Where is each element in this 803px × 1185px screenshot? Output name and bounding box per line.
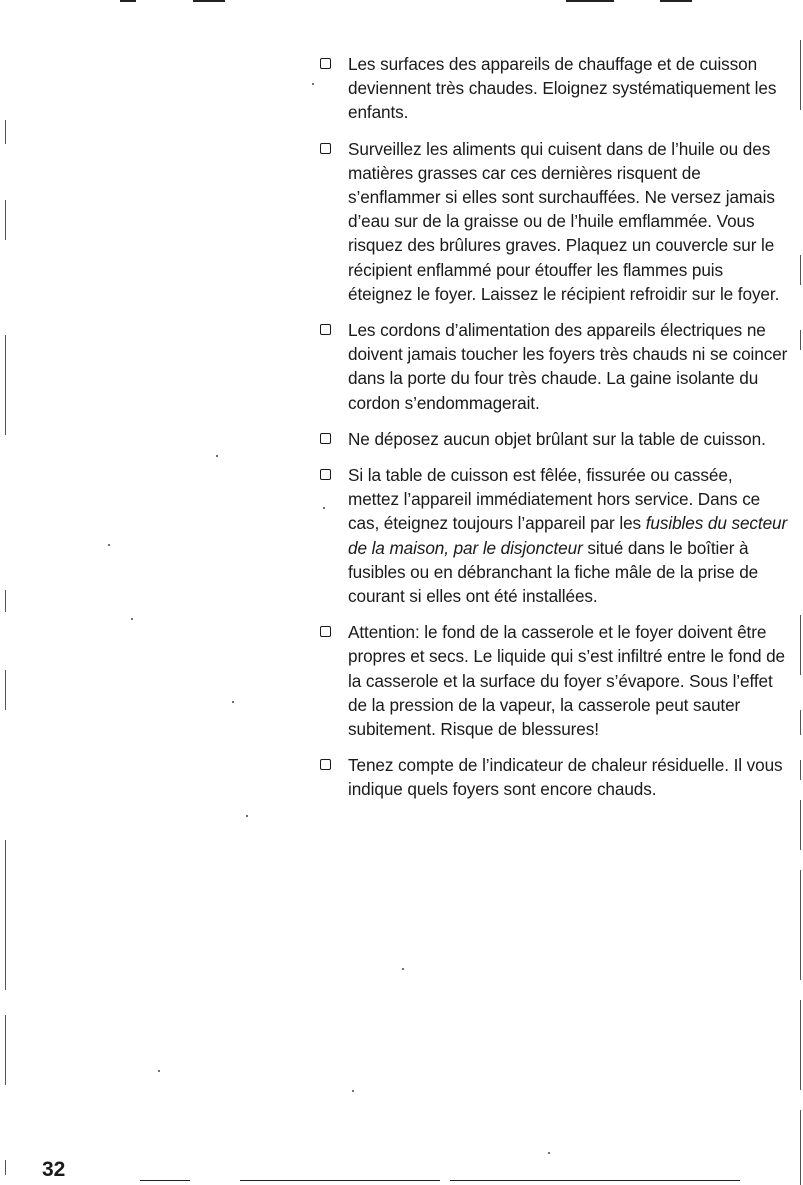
list-item: [320, 52, 790, 125]
edge-mark: [800, 710, 801, 735]
checkbox-bullet-icon: [320, 626, 331, 637]
checkbox-bullet-icon: [320, 469, 331, 480]
list-item: [320, 620, 790, 741]
checkbox-bullet-icon: [320, 143, 331, 154]
top-rule-2: [193, 0, 225, 2]
top-rule-1: [120, 0, 136, 2]
edge-mark: [800, 615, 801, 675]
speck: [131, 618, 133, 620]
edge-mark: [5, 1160, 6, 1175]
item-text-part: Si la table de cuisson est fêlée, fissurée ou cassée, mettez l’appareil immédiatement hors service. Dans ce cas, éteignez toujours l’appareil par les: [348, 465, 761, 534]
bottom-rule-2: [240, 1180, 440, 1181]
edge-mark: [800, 1000, 801, 1090]
edge-mark: [800, 255, 801, 285]
bottom-rule-1: [140, 1180, 190, 1181]
checkbox-bullet-icon: [320, 324, 331, 335]
edge-mark: [800, 800, 801, 850]
edge-mark: [5, 200, 6, 240]
speck: [246, 815, 248, 817]
speck: [232, 701, 234, 703]
item-text: Tenez compte de l’indicateur de chaleur résiduelle. Il vous indique quels foyers sont encore chauds.: [348, 755, 783, 800]
item-text: Les surfaces des appareils de chauffage et de cuisson deviennent très chaudes. Eloignez systématiquement les enfants.: [348, 54, 777, 123]
edge-mark: [800, 40, 801, 110]
speck: [352, 1090, 354, 1092]
speck: [216, 455, 218, 457]
speck: [402, 968, 404, 970]
speck: [312, 83, 314, 85]
edge-mark: [5, 590, 6, 612]
page-number: 32: [42, 1158, 66, 1181]
top-rule-3: [566, 0, 614, 2]
safety-instructions-list: [320, 52, 790, 814]
speck: [158, 1070, 160, 1072]
checkbox-bullet-icon: [320, 759, 331, 770]
list-item: [320, 463, 790, 608]
list-item: [320, 753, 790, 801]
edge-mark: [5, 120, 6, 144]
speck: [108, 544, 110, 546]
checkbox-bullet-icon: [320, 58, 331, 69]
item-text: Attention: le fond de la casserole et le foyer doivent être propres et secs. Le liquide qui s’est infiltré entre le fond de la casserole et la surface du foyer s’évapore. Sous l’effet de la pression de la vapeur, la casserole peut sauter subitement. Risque de blessures!: [348, 622, 786, 740]
item-text: Les cordons d’alimentation des appareils électriques ne doivent jamais toucher les foyers très chauds ni se coincer dans la porte du four très chaude. La gaine isolante du cordon s’endommagerait.: [348, 320, 788, 413]
edge-mark: [5, 670, 6, 710]
edge-mark: [5, 1015, 6, 1085]
item-text: Surveillez les aliments qui cuisent dans de l’huile ou des matières grasses car ces dernières risquent de s’enflammer si elles sont surchauffées. Ne versez jamais d’eau sur de la graisse ou de l’huile emflammée. Vous risquez des brûlures graves. Plaquez un couvercle sur le récipient enflammé pour étouffer les flammes puis éteignez le foyer. Laissez le récipient refroidir sur le foyer.: [348, 138, 780, 304]
edge-mark: [800, 1110, 801, 1185]
bottom-rule-3: [450, 1180, 740, 1181]
list-item: [320, 318, 790, 415]
item-text: [348, 463, 788, 608]
edge-mark: [5, 840, 6, 990]
list-item: [320, 137, 790, 306]
edge-mark: [800, 870, 801, 980]
list-item: [320, 427, 790, 451]
edge-mark: [5, 335, 6, 435]
item-text: Ne déposez aucun objet brûlant sur la table de cuisson.: [348, 428, 766, 449]
item-text-italic: fusibles du secteur de la maison, par le disjoncteur: [348, 513, 788, 558]
edge-mark: [800, 760, 801, 780]
item-text-part: situé dans le boîtier à fusibles ou en débranchant la fiche mâle de la prise de courant si elles ont été installées.: [348, 537, 759, 607]
top-rule-4: [660, 0, 692, 2]
speck: [548, 1152, 550, 1154]
edge-mark: [800, 330, 801, 350]
checkbox-bullet-icon: [320, 433, 331, 444]
